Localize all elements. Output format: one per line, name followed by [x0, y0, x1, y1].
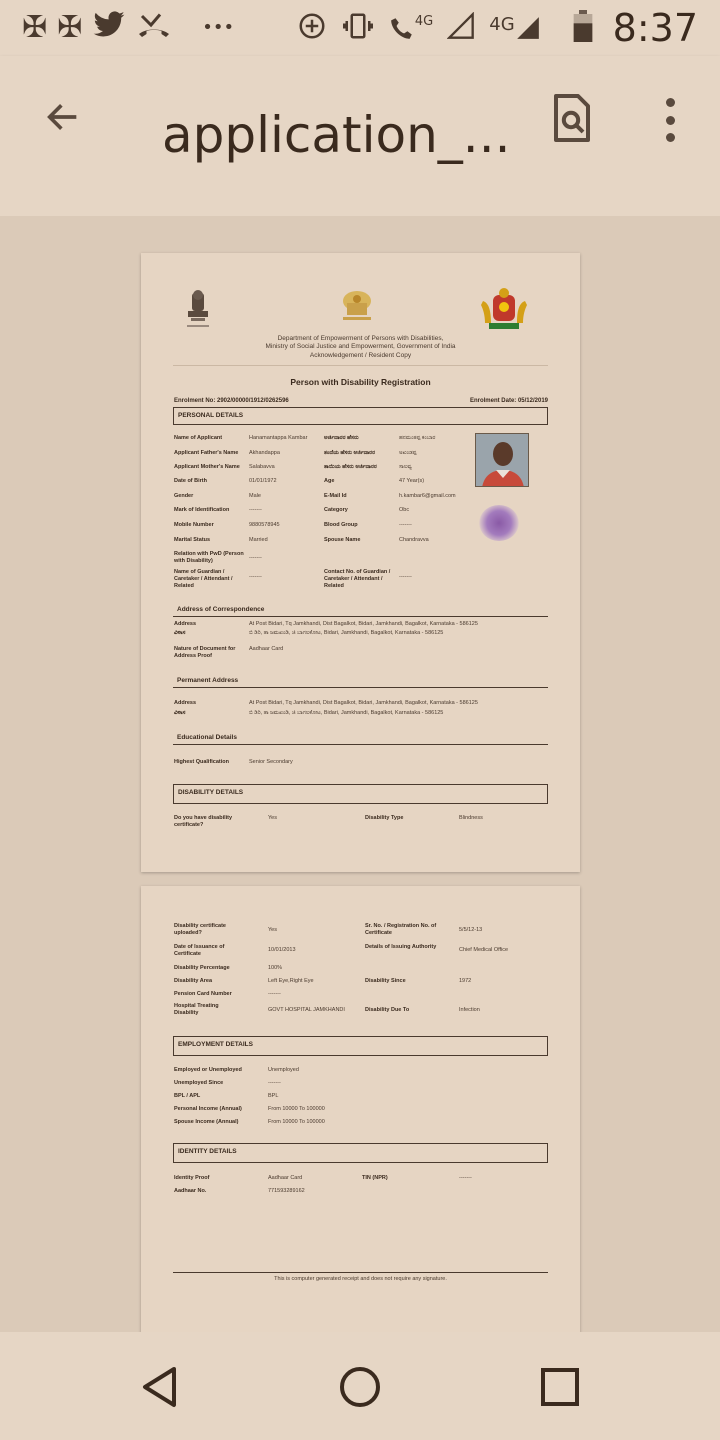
volte-call-icon [389, 14, 433, 42]
registration-no-value: 5/5/12-13 [459, 927, 483, 933]
personal-row-label-2: Age [324, 478, 335, 484]
registration-title: Person with Disability Registration [290, 377, 431, 387]
personal-row-value: Akhandappa [249, 450, 280, 456]
personal-row-value-2: Chandravva [399, 537, 429, 543]
app-notification-icon: ✠ [22, 10, 48, 45]
karnataka-coat-of-arms-icon [475, 287, 533, 333]
twitter-icon [92, 11, 126, 45]
footer-note: This is computer generated receipt and does not require any signature. [274, 1276, 447, 1282]
employment-details-heading: EMPLOYMENT DETAILS [173, 1036, 548, 1056]
header-divider [173, 365, 548, 366]
vibrate-icon [341, 11, 375, 46]
issuing-authority-label: Details of Issuing Authority [365, 944, 437, 950]
cert-uploaded-value: Yes [268, 927, 277, 933]
footer-divider [173, 1272, 548, 1273]
address-proof-label: Nature of Document for Address Proof [174, 646, 236, 659]
personal-row-value-2: ------- [399, 522, 412, 528]
personal-row-value-2: h.kambar6@gmail.com [399, 493, 456, 499]
nav-back-button[interactable] [136, 1362, 186, 1412]
tin-label: TIN (NPR) [362, 1175, 388, 1181]
aadhaar-value: 771593289162 [268, 1188, 305, 1194]
missed-call-icon [136, 10, 172, 46]
disability-due-to-label: Disability Due To [365, 1007, 410, 1013]
permanent-address-label: Address [174, 700, 197, 706]
guardian-value: ------- [249, 574, 262, 580]
personal-row-value-2: ಸಾಲವ್ವ [399, 464, 412, 470]
signal-empty-icon [447, 12, 475, 45]
personal-row-value: Male [249, 493, 261, 499]
correspondence-address-kn: ಬಿ ಡಿರಿ, ತಾ ಜಮಖಂಡಿ, ಜಿ ಬಾಗಲಕೋಟ, Bidari, Jamkhandi, Bagalkot, Karnataka - 586125 [249, 630, 444, 636]
disability-since-label: Disability Since [365, 978, 406, 984]
correspondence-heading: Address of Correspondence [173, 606, 548, 617]
battery-icon [573, 10, 593, 47]
personal-row-label: Name of Applicant [174, 435, 223, 441]
permanent-address-label-kn: ವಿಳಾಸ [174, 710, 186, 716]
disability-area-value: Left Eye,Right Eye [268, 978, 314, 984]
have-certificate-value: Yes [268, 815, 277, 821]
qualification-label: Highest Qualification [174, 759, 230, 765]
find-in-document-button[interactable] [552, 94, 600, 146]
personal-row-label: Marital Status [174, 537, 211, 543]
personal-row-value: Hanamantappa Kambar [249, 435, 308, 441]
employment-row-value: BPL [268, 1093, 279, 1099]
app-notification-icon-2: ✠ [57, 10, 83, 45]
document-viewer[interactable] [0, 216, 720, 1332]
address-proof-value: Aadhaar Card [249, 646, 284, 652]
personal-row-value: Salabavva [249, 464, 275, 470]
signal-icon [489, 14, 540, 42]
back-button[interactable] [38, 92, 88, 142]
status-bar [0, 0, 720, 56]
thumb-impression [479, 505, 519, 541]
document-page-1 [141, 253, 580, 872]
personal-row-label-2: Category [324, 507, 348, 513]
employment-row-label: Unemployed Since [174, 1080, 224, 1086]
employment-row-value: Unemployed [268, 1067, 299, 1073]
employment-row-label: BPL / APL [174, 1093, 201, 1099]
employment-row-label: Employed or Unemployed [174, 1067, 242, 1073]
square-recents-icon [535, 1362, 585, 1412]
more-options-button[interactable] [650, 94, 690, 146]
issuing-authority-value: Chief Medical Office [459, 947, 509, 953]
pension-card-value: ------- [268, 991, 281, 997]
hospital-value: GOVT HOSPITAL JAMKHANDI [268, 1007, 345, 1013]
personal-row-label: Mobile Number [174, 522, 214, 528]
personal-row-value: 01/01/1972 [249, 478, 277, 484]
guardian-contact-label: Contact No. of Guardian / Caretaker / Attendant / Related [324, 569, 391, 589]
qualification-value: Senior Secondary [249, 759, 293, 765]
disability-since-value: 1972 [459, 978, 472, 984]
personal-row-label: Applicant Father's Name [174, 450, 239, 456]
disability-percentage-value: 100% [268, 965, 283, 971]
permanent-address-kn: ಬಿ ಡಿರಿ, ತಾ ಜಮಖಂಡಿ, ಜಿ ಬಾಗಲಕೋಟ, Bidari, Jamkhandi, Bagalkot, Karnataka - 586125 [249, 710, 444, 716]
personal-row-label-2: E-Mail Id [324, 493, 347, 499]
personal-row-value-2: Obc [399, 507, 410, 513]
have-certificate-label: Do you have disability certificate? [174, 815, 233, 828]
employment-row-value: ------- [268, 1080, 281, 1086]
relation-label: Relation with PwD (Person with Disability) [174, 551, 244, 564]
education-heading: Educational Details [173, 734, 548, 745]
disability-percentage-label: Disability Percentage [174, 965, 230, 971]
employment-row-label: Personal Income (Annual) [174, 1106, 242, 1112]
personal-row-value: 9880578945 [249, 522, 280, 528]
more-notifications-icon: ••• [202, 17, 235, 38]
personal-row-value: ------- [249, 507, 262, 513]
permanent-address: At Post Bidari, Tq Jamkhandi, Dist Bagalkot, Bidari, Jamkhandi, Bagalkot, Karnataka - 586125 [249, 700, 478, 706]
disability-due-to-value: Infection [459, 1007, 480, 1013]
permanent-address-heading: Permanent Address [173, 677, 548, 688]
personal-row-label-2: Spouse Name [324, 537, 361, 543]
identity-proof-value: Aadhaar Card [268, 1175, 303, 1181]
tin-value: ------- [459, 1175, 472, 1181]
disability-area-label: Disability Area [174, 978, 213, 984]
employment-row-label: Spouse Income (Annual) [174, 1119, 239, 1125]
hospital-label: Hospital Treating Disability [174, 1003, 219, 1016]
document-title: application_... [162, 106, 511, 164]
department-header: Department of Empowerment of Persons with Disabilities, Ministry of Social Justice and Empowerment, Government of India Acknowledgement / Resident Copy [265, 335, 456, 359]
personal-row-label-2: ತಂದೆಯ ಹೆಸರು ಅರ್ಜಿದಾರರ [324, 450, 375, 456]
personal-row-label-2: ತಾಯಿಯ ಹೆಸರು ಅರ್ಜಿದಾರರ [324, 464, 377, 470]
personal-row-label: Mark of Identification [174, 507, 230, 513]
relation-value: ------- [249, 555, 262, 561]
issue-date-value: 10/01/2013 [268, 947, 296, 953]
issue-date-label: Date of Issuance of Certificate [174, 944, 225, 957]
disability-type-value: Blindness [459, 815, 483, 821]
cert-uploaded-label: Disability certificate uploaded? [174, 923, 226, 936]
triangle-back-icon [136, 1362, 186, 1412]
applicant-photo [475, 433, 529, 487]
correspondence-address-label-kn: ವಿಳಾಸ [174, 630, 186, 636]
guardian-label: Name of Guardian / Caretaker / Attendant / Related [174, 569, 233, 589]
employment-row-value: From 10000 To 100000 [268, 1119, 325, 1125]
registration-no-label: Sr. No. / Registration No. of Certificate [365, 923, 437, 936]
personal-row-value-2: ಹನಮಂತಪ್ಪ ಕಂಬಾರ [399, 435, 436, 441]
aadhaar-label: Aadhaar No. [174, 1188, 207, 1194]
circle-home-icon [335, 1362, 385, 1412]
nav-recents-button[interactable] [535, 1362, 585, 1412]
clock: 8:37 [612, 6, 698, 50]
personal-row-label: Applicant Mother's Name [174, 464, 240, 470]
navigation-bar [0, 1332, 720, 1440]
disability-details-heading: DISABILITY DETAILS [173, 784, 548, 804]
more-vert-icon [666, 98, 675, 107]
applicant-portrait-icon [476, 434, 529, 487]
enrolment-number: Enrolment No: 2902/00000/1912/0262596 [174, 398, 289, 404]
nav-home-button[interactable] [335, 1362, 385, 1412]
arrow-left-icon [43, 97, 83, 137]
personal-details-heading: PERSONAL DETAILS [173, 407, 548, 425]
personal-row-value: Married [249, 537, 268, 543]
network-type-label: 4G [414, 14, 434, 29]
personal-row-value-2: ಅಖಂಡಪ್ಪ [399, 450, 417, 456]
document-page-2 [141, 886, 580, 1332]
guardian-contact-value: ------- [399, 574, 412, 580]
identity-proof-label: Identity Proof [174, 1175, 210, 1181]
personal-row-label-2: ಅರ್ಜಿದಾರರ ಹೆಸರು [324, 435, 359, 441]
pension-card-label: Pension Card Number [174, 991, 232, 997]
find-in-page-icon [552, 94, 592, 142]
correspondence-address-label: Address [174, 621, 197, 627]
data-saver-icon [297, 11, 327, 46]
personal-row-value-2: 47 Year(s) [399, 478, 425, 484]
correspondence-address: At Post Bidari, Tq Jamkhandi, Dist Bagalkot, Bidari, Jamkhandi, Bagalkot, Karnataka - 586125 [249, 621, 478, 627]
personal-row-label-2: Blood Group [324, 522, 358, 528]
app-bar [0, 56, 720, 216]
identity-details-heading: IDENTITY DETAILS [173, 1143, 548, 1163]
disability-type-label: Disability Type [365, 815, 404, 821]
national-emblem-icon [183, 289, 213, 333]
personal-row-label: Gender [174, 493, 194, 499]
personal-row-label: Date of Birth [174, 478, 207, 484]
network-type-label-2: 4G [489, 14, 515, 35]
karnataka-state-emblem-icon [337, 289, 377, 325]
enrolment-date: Enrolment Date: 05/12/2019 [469, 398, 548, 404]
employment-row-value: From 10000 To 100000 [268, 1106, 325, 1112]
